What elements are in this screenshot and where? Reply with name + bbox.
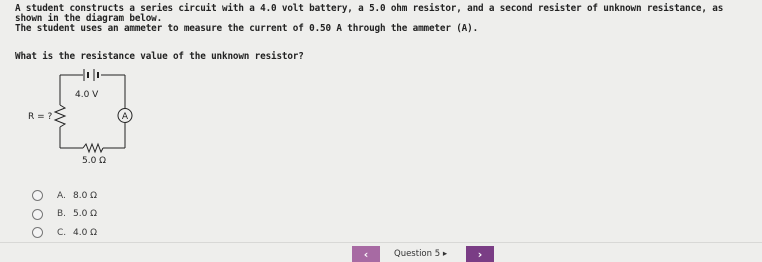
- radio-button-c[interactable]: [32, 227, 43, 238]
- chevron-right-icon: ›: [477, 247, 483, 261]
- unknown-resistor-label: R = ?: [28, 112, 53, 122]
- battery-label: 4.0 V: [75, 90, 99, 100]
- ammeter-icon: [118, 109, 132, 123]
- next-question-button[interactable]: [466, 246, 494, 262]
- circuit-diagram: [0, 60, 200, 180]
- option-a-letter: A.: [57, 190, 66, 201]
- question-text: [15, 4, 755, 34]
- radio-button-a[interactable]: [32, 190, 43, 201]
- known-resistor-label: 5.0 Ω: [82, 156, 107, 166]
- previous-question-button[interactable]: [352, 246, 380, 262]
- ammeter-symbol: A: [121, 112, 129, 122]
- answer-options: [32, 190, 97, 246]
- option-c[interactable]: [32, 227, 97, 238]
- option-b-value: 5.0 Ω: [73, 209, 98, 219]
- question-line-2: The student uses an ammeter to measure the current of 0.50 A through the ammeter (A).: [15, 23, 479, 34]
- option-b[interactable]: [32, 209, 97, 220]
- option-a[interactable]: [32, 190, 97, 201]
- footer-divider: [0, 242, 762, 243]
- unknown-resistor-icon: [55, 105, 65, 127]
- option-c-letter: C.: [57, 227, 67, 238]
- option-a-value: 8.0 Ω: [73, 190, 98, 201]
- question-prompt: What is the resistance value of the unknown resistor?: [15, 51, 304, 62]
- question-line-1: A student constructs a series circuit with a 4.0 volt battery, a 5.0 ohm resistor, and a second resister of unknown resistance, as shown in the diagram below.: [15, 3, 724, 24]
- question-navigation: [352, 246, 494, 262]
- battery-icon: [84, 69, 98, 81]
- known-resistor-icon: [83, 144, 103, 152]
- radio-button-b[interactable]: [32, 209, 43, 220]
- chevron-left-icon: ‹: [363, 247, 369, 261]
- option-b-letter: B.: [57, 209, 67, 219]
- question-selector[interactable]: Question 5 ▸: [394, 249, 448, 259]
- option-c-value: 4.0 Ω: [73, 227, 98, 238]
